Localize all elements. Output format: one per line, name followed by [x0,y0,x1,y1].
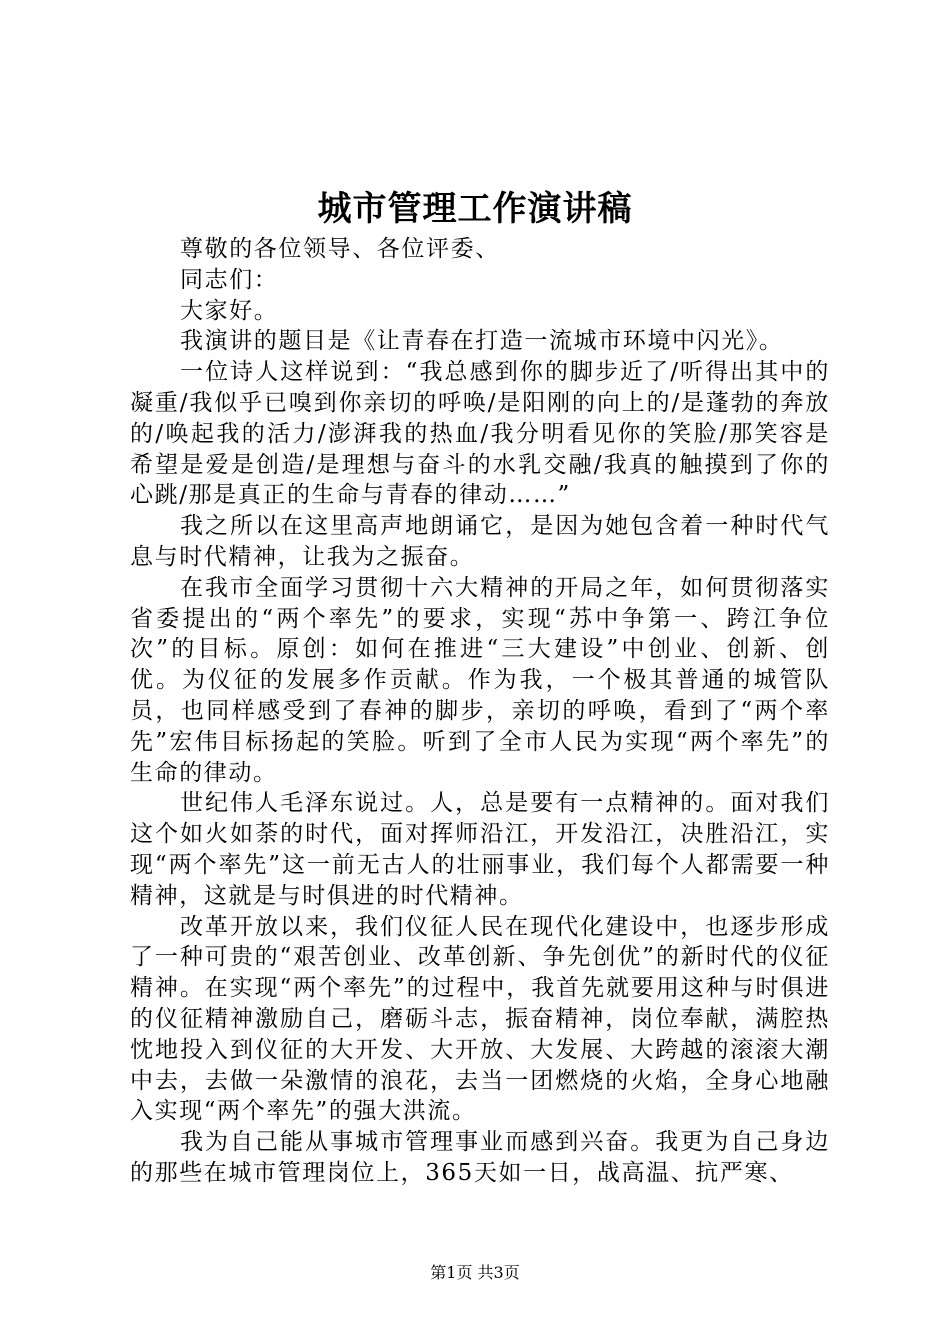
paragraph-career: 我为自己能从事城市管理事业而感到兴奋。我更为自己身边的那些在城市管理岗位上，365天如一日，战高温、抗严寒、 [130,1129,830,1186]
paragraph-comrades: 同志们： [180,266,279,293]
page-footer: 第1页 共3页 [430,1263,520,1282]
document-title: 城市管理工作演讲稿 [317,189,633,229]
document-body [130,234,830,1189]
paragraph-spirit: 世纪伟人毛泽东说过。人，总是要有一点精神的。面对我们这个如火如荼的时代，面对挥师沿江，开发沿江，决胜沿江，实现“两个率先”这一前无古人的壮丽事业，我们每个人都需要一种精神，这就是与时俱进的时代精神。 [130,790,830,909]
paragraph-context: 在我市全面学习贯彻十六大精神的开局之年，如何贯彻落实省委提出的“两个率先”的要求，实现“苏中争第一、跨江争位次”的目标。原创：如何在推进“三大建设”中创业、创新、创优。为仪征的发展多作贡献。作为我，一个极其普通的城管队员，也同样感受到了春神的脚步，亲切的呼唤，看到了“两个率先”宏伟目标扬起的笑脸。听到了全市人民为实现“两个率先”的生命的律动。 [130,574,830,786]
paragraph-reform: 改革开放以来，我们仪征人民在现代化建设中，也逐步形成了一种可贵的“艰苦创业、改革创新、争先创优”的新时代的仪征精神。在实现“两个率先”的过程中，我首先就要用这种与时俱进的仪征精神激励自己，磨砺斗志，振奋精神，岗位奉献，满腔热忱地投入到仪征的大开发、大开放、大发展、大跨越的滚滚大潮中去，去做一朵激情的浪花，去当一团燃烧的火焰，全身心地融入实现“两个率先”的强大洪流。 [130,913,830,1125]
paragraph-topic: 我演讲的题目是《让青春在打造一流城市环境中闪光》。 [180,328,784,355]
paragraph-poem: 一位诗人这样说到：“我总感到你的脚步近了/听得出其中的凝重/我似乎已嗅到你亲切的呼唤/是阳刚的向上的/是蓬勃的奔放的/唤起我的活力/澎湃我的热血/我分明看见你的笑脸/那笑容是希望是爱是创造/是理想与奋斗的水乳交融/我真的触摸到了你的心跳/那是真正的生命与青春的律动……” [130,359,830,509]
paragraph-greeting: 大家好。 [180,297,279,324]
paragraph-recite: 我之所以在这里高声地朗诵它，是因为她包含着一种时代气息与时代精神，让我为之振奋。 [130,513,830,570]
paragraph-salutation: 尊敬的各位领导、各位评委、 [180,236,500,262]
